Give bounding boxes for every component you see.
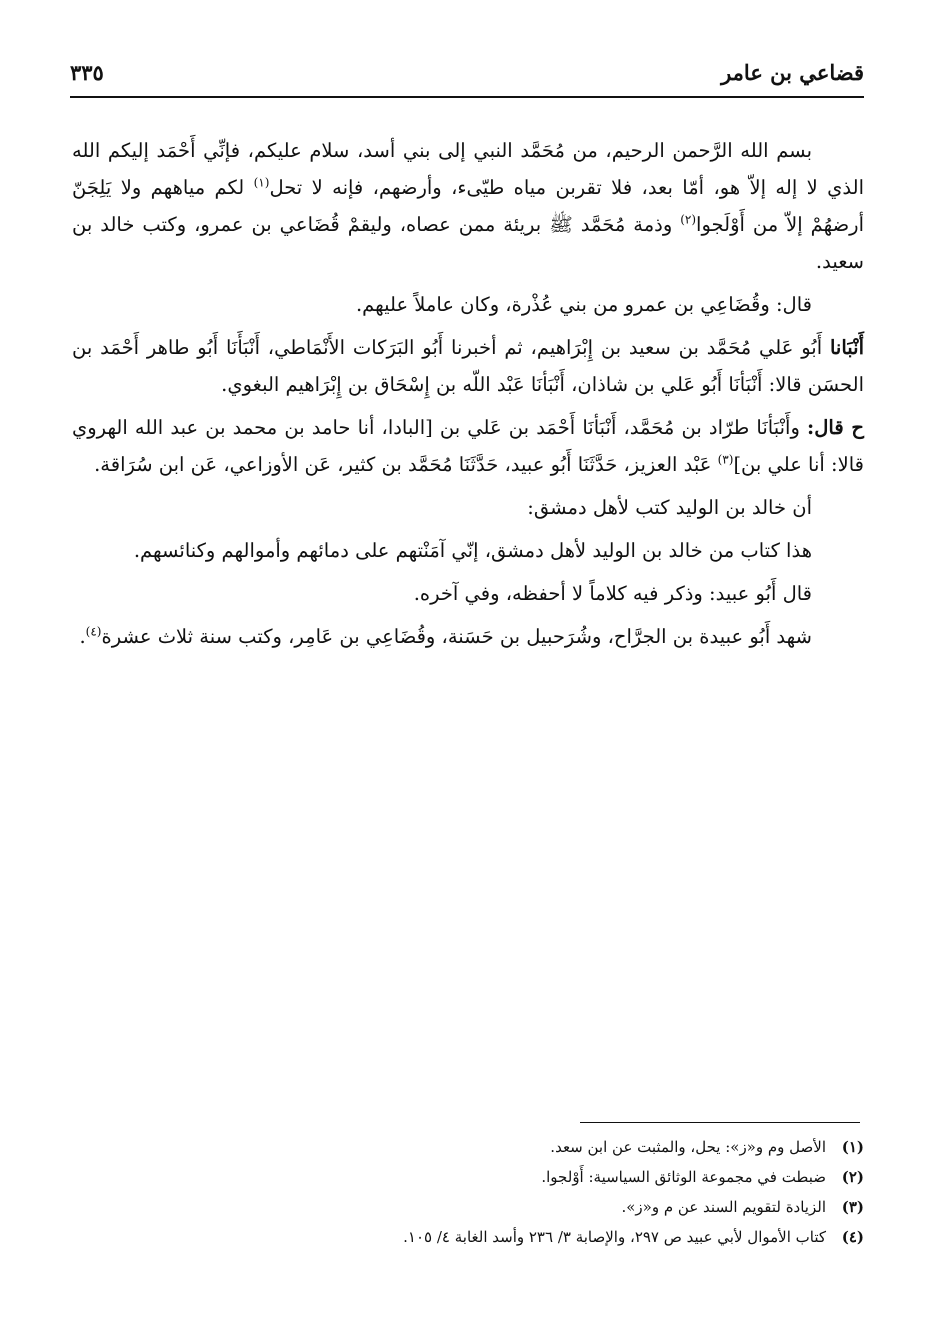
isnad-lead: أَنْبَانا — [829, 336, 864, 359]
header-rule — [70, 96, 864, 98]
footnote-4 — [72, 1222, 864, 1252]
footnote-number: (٣) — [841, 1198, 864, 1216]
footnotes — [72, 1132, 864, 1252]
footnote-3 — [72, 1192, 864, 1222]
footnote-text: ضبطت في مجموعة الوثائق السياسية: أَوْلجوا. — [541, 1168, 826, 1186]
footnote-1 — [72, 1132, 864, 1162]
footnote-text: الزيادة لتقويم السند عن م و«ز». — [621, 1198, 826, 1216]
footnote-number: (٤) — [841, 1228, 864, 1246]
isnad-lead-2: ح قال: — [807, 416, 865, 439]
footnote-ref-4: (٤) — [85, 624, 102, 639]
footnote-rule — [580, 1122, 860, 1123]
paragraph-kitab: هذا كتاب من خالد بن الوليد لأهل دمشق، إنّي آمَنْتهم على دمائهم وأموالهم وكنائسهم. — [133, 539, 812, 562]
paragraph-isnad-1: أَنْبَانا أَبُو عَلي مُحَمَّد بن سعيد بن إِبْرَاهيم، ثم أخبرنا أَبُو البَرَكات الأَنْمَاطي، أَنْبَأَنَا أَبُو طاهر أَحْمَد بن الحسَن قالا: أَنْبَأنَا أَبُو عَلي بن شاذان، أَنْبَأنَا عَبْد اللّه بن إِسْحَاق بن إِبْرَاهيم البغوي. — [72, 336, 864, 396]
paragraph-khalid: أن خالد بن الوليد كتب لأهل دمشق: — [527, 496, 812, 519]
footnote-ref-2: (٢) — [680, 212, 697, 227]
footnote-text: الأصل وم و«ز»: يحل، والمثبت عن ابن سعد. — [550, 1138, 826, 1156]
main-text — [72, 132, 864, 661]
footnote-number: (١) — [841, 1138, 864, 1156]
page-header — [70, 58, 864, 98]
running-title: قضاعي بن عامر — [721, 60, 864, 85]
footnote-2 — [72, 1162, 864, 1192]
paragraph-witnesses: شهد أَبُو عبيدة بن الجرَّاح، وشُرَحبيل بن حَسَنة، وقُضَاعِي بن عَامِر، وكتب سنة ثلاث عشرة$^{(٤)}$. — [79, 624, 812, 648]
footnote-ref-1: (١) — [253, 175, 270, 190]
page-number: ٣٣٥ — [70, 60, 104, 85]
footnote-number: (٢) — [841, 1168, 864, 1186]
footnote-text: كتاب الأموال لأبي عبيد ص ٢٩٧، والإصابة ٣/ ٢٣٦ وأسد الغابة ٤/ ١٠٥. — [403, 1228, 826, 1246]
paragraph-letter: بسم الله الرَّحمن الرحيم، من مُحَمَّد النبي إلى بني أسد، سلام عليكم، فإنِّي أَحْمَد إليكم الله الذي لا إله إلاّ هو، أمّا بعد، فلا تقربن مياه طيّىء، وأرضهم، فإنه لا تحل$^{(١)}$ لكم مياههم ولا يَلِجَنّ أرضهُمْ إلاّ من أَوْلَجوا$^{(٢)}$ وذمة مُحَمَّد ﷺ بريئة ممن عصاه، وليقمْ قُضَاعي بن عمرو، وكتب خالد بن سعيد. — [72, 139, 865, 273]
footnote-ref-3: (٣) — [717, 452, 734, 467]
paragraph-qudai: قال: وقُضَاعِي بن عمرو من بني عُذْرة، وكان عاملاً عليهم. — [355, 293, 812, 316]
paragraph-abu-ubaid: قال أَبُو عبيد: وذكر فيه كلاماً لا أحفظه، وفي آخره. — [413, 582, 812, 605]
paragraph-isnad-2: ح قال: وأَنْبَأنَا طرّاد بن مُحَمَّد، أَنْبَأنَا أَحْمَد بن عَلي بن [البادا، أنا حامد بن محمد بن عبد الله الهروي قالا: أنا علي بن]$^{(٣)}$ عَبْد العزيز، حَدَّثَنَا أَبُو عبيد، حَدَّثَنَا مُحَمَّد بن كثير، عَن الأوزاعي، عَن ابن سُرَاقة. — [72, 416, 865, 476]
